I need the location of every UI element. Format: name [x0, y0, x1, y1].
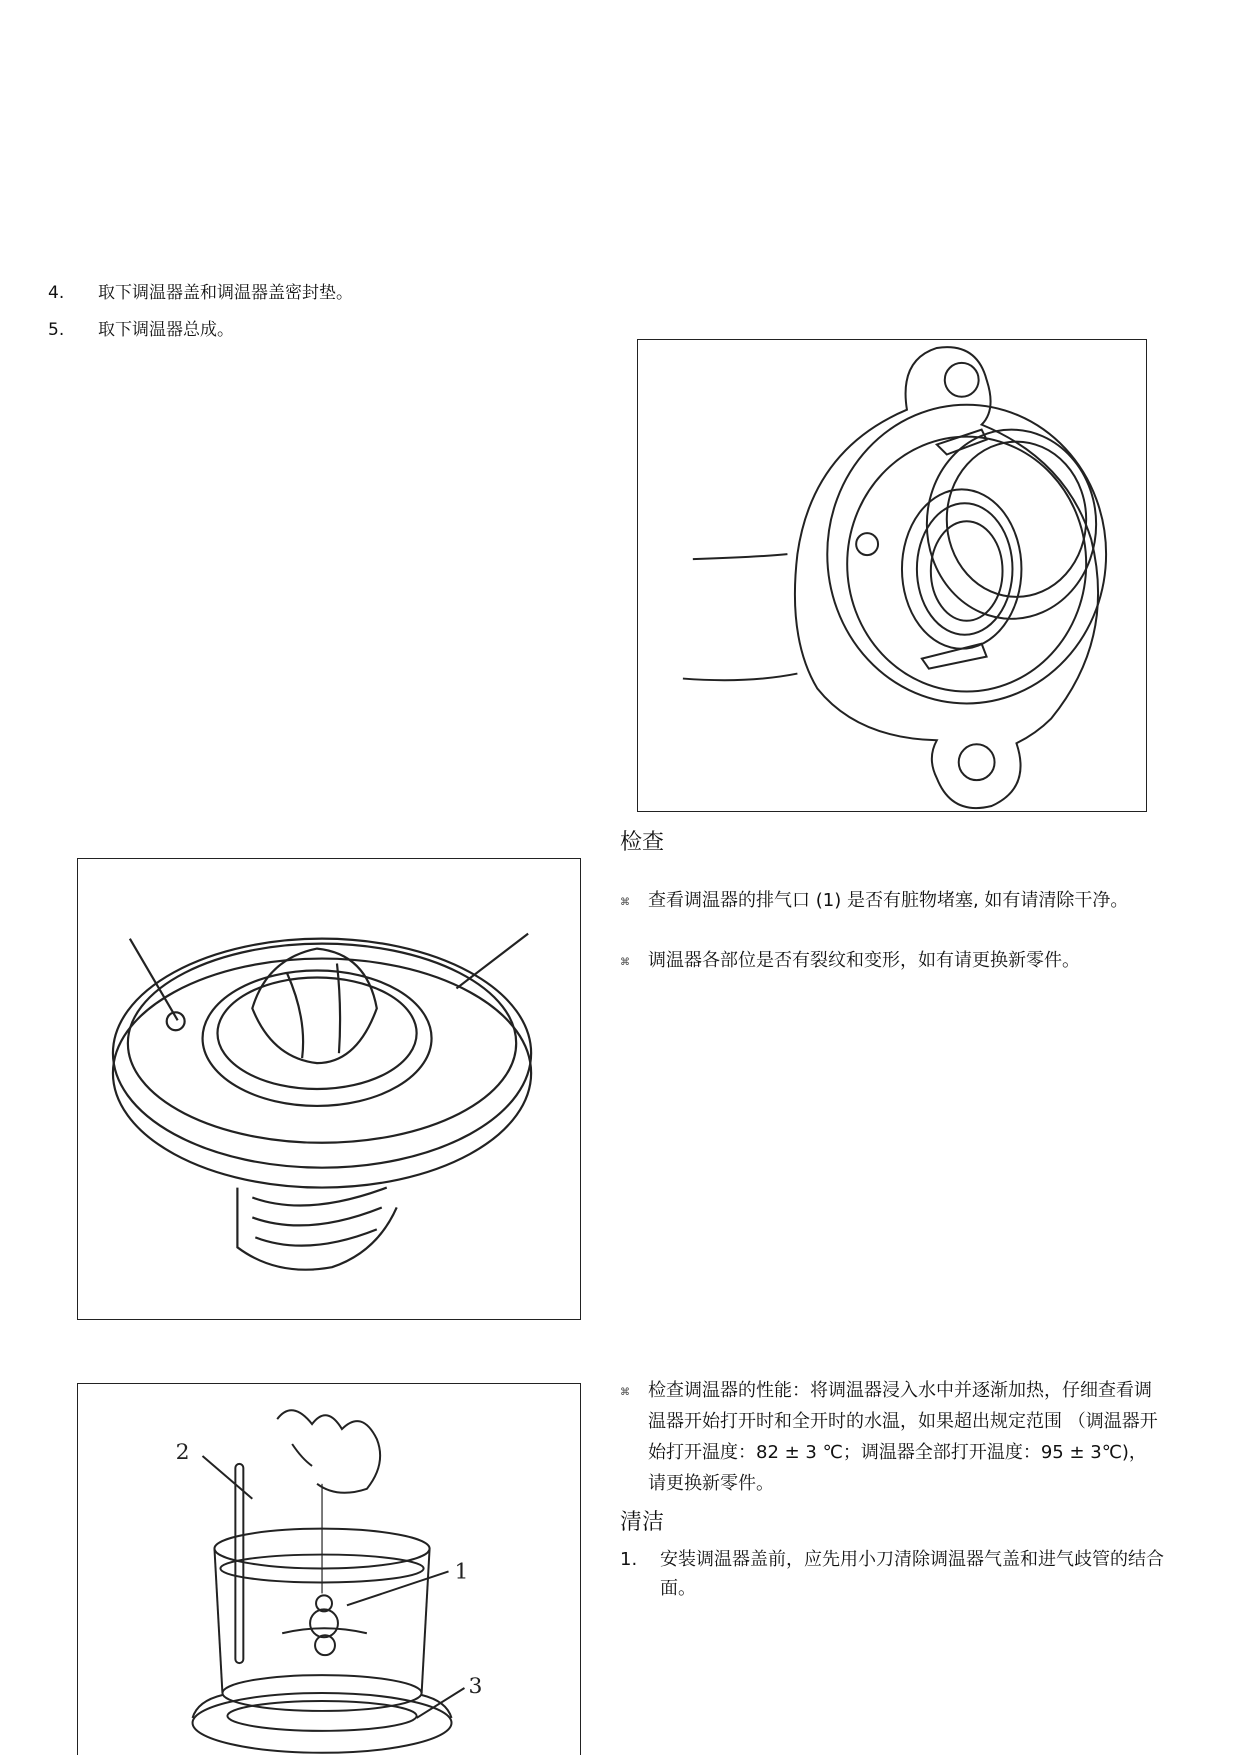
figure-thermostat-air-vent: [77, 858, 581, 1320]
bullet-text: 检查调温器的性能：将调温器浸入水中并逐渐加热，仔细查看调温器开始打开时和全开时的水温，如果超出规定范围 （调温器开始打开温度：82 ± 3 ℃；调温器全部打开温度：95 ± 3℃)， 请更换新零件。: [648, 1380, 1158, 1494]
section-title-clean: 清洁: [620, 1510, 665, 1535]
section-title-inspect: 检查: [620, 830, 665, 855]
inspect-bullet-performance: [620, 1375, 1170, 1499]
figure-thermostat-heating-test: [77, 1383, 581, 1755]
thermostat-cover-drawing: [638, 340, 1146, 811]
step-4: [48, 282, 548, 304]
thermostat-drawing: [78, 859, 580, 1319]
callout-2: 2: [175, 1439, 190, 1465]
bullet-mark-icon: ⌘: [620, 1387, 630, 1398]
step-text: 取下调温器盖和调温器盖密封垫。: [98, 283, 353, 303]
step-text: 安装调温器盖前，应先用小刀清除调温器气盖和进气歧管的结合面。: [660, 1549, 1164, 1599]
step-5: [48, 319, 548, 341]
callout-3: 3: [468, 1674, 483, 1700]
bullet-mark-icon: ⌘: [620, 897, 630, 908]
bullet-mark-icon: ⌘: [620, 957, 630, 968]
callout-1: 1: [454, 1559, 469, 1585]
clean-step-1: [620, 1545, 1180, 1603]
step-number: 4.: [48, 283, 65, 303]
heating-test-drawing: [78, 1384, 580, 1755]
step-text: 取下调温器总成。: [98, 320, 234, 340]
bullet-text: 查看调温器的排气口 (1) 是否有脏物堵塞, 如有请清除干净。: [648, 890, 1129, 911]
figure-thermostat-cover: [637, 339, 1147, 812]
inspect-bullet-1: [620, 886, 1170, 944]
bullet-text: 调温器各部位是否有裂纹和变形，如有请更换新零件。: [648, 950, 1080, 971]
step-number: 5.: [48, 320, 65, 340]
inspect-bullet-2: [620, 946, 1170, 975]
step-number: 1.: [620, 1549, 638, 1570]
